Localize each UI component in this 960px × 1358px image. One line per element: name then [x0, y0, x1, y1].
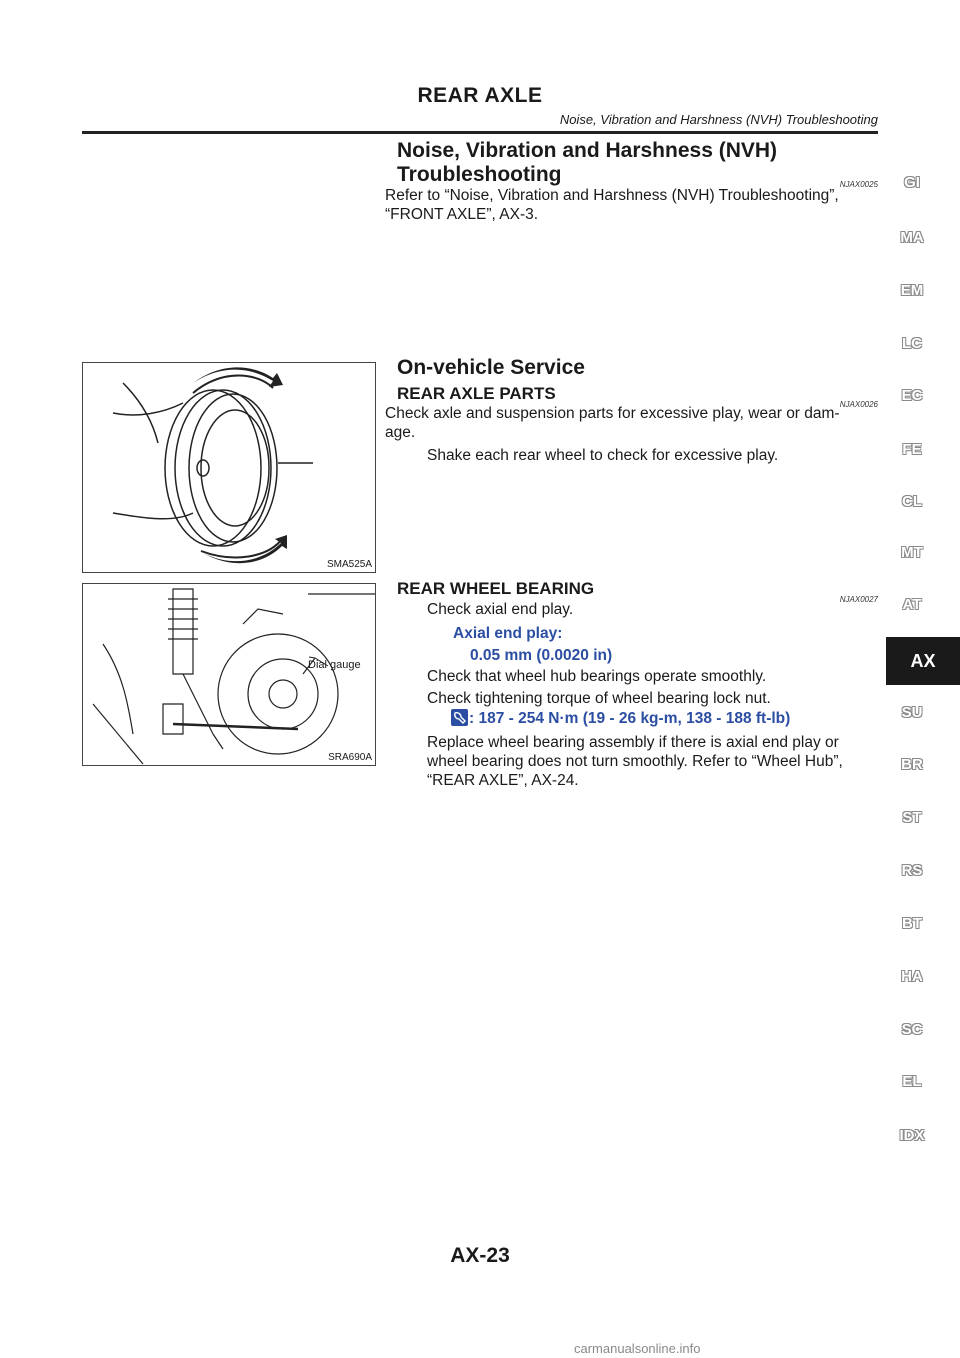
tab-at[interactable]: AT	[902, 596, 922, 613]
header-divider	[82, 131, 878, 134]
tab-br[interactable]: BR	[901, 756, 923, 773]
tab-fe[interactable]: FE	[902, 441, 922, 458]
tab-idx[interactable]: IDX	[899, 1127, 925, 1144]
tab-su[interactable]: SU	[901, 704, 923, 721]
tab-ec[interactable]: EC	[901, 387, 923, 404]
rear-axle-parts-text: Check axle and suspension parts for excessive play, wear or dam- age.	[385, 405, 840, 441]
rear-wheel-bearing-heading: REAR WHEEL BEARING	[397, 579, 595, 598]
rear-axle-parts-step: Shake each rear wheel to check for excessive play.	[427, 447, 779, 464]
figure-dial-gauge	[82, 583, 376, 766]
tab-ma[interactable]: MA	[900, 229, 924, 246]
tab-bt[interactable]: BT	[902, 915, 922, 932]
rear-axle-parts-ref-code: NJAX0026	[839, 400, 878, 409]
step-check-torque: Check tightening torque of wheel bearing lock nut.	[427, 690, 771, 707]
nvh-heading: Noise, Vibration and Harshness (NVH) Troubleshooting	[397, 139, 778, 186]
replace-instructions: Replace wheel bearing assembly if there is axial end play or wheel bearing does not turn smoothly. Refer to “Wheel Hub”, “REAR AXLE”, AX-24.	[427, 734, 843, 789]
tab-mt[interactable]: MT	[901, 544, 923, 561]
nvh-ref-code: NJAX0025	[839, 180, 878, 189]
tab-sc[interactable]: SC	[901, 1021, 923, 1038]
tab-el[interactable]: EL	[902, 1073, 922, 1090]
tab-st[interactable]: ST	[902, 809, 922, 826]
page-number: AX-23	[450, 1244, 510, 1267]
dial-gauge-label: Dial gauge	[308, 659, 361, 671]
figure-wheel-shake	[82, 362, 376, 573]
spec-value: 0.05 mm (0.0020 in)	[470, 647, 613, 664]
figure-caption: SRA690A	[328, 752, 372, 763]
rear-axle-parts-heading: REAR AXLE PARTS	[397, 384, 556, 403]
wrench-icon	[451, 709, 468, 726]
torque-spec: : 187 - 254 N·m (19 - 26 kg-m, 138 - 188 ft-lb)	[469, 710, 791, 727]
figure-caption: SMA525A	[326, 559, 372, 570]
step-check-bearings: Check that wheel hub bearings operate smoothly.	[427, 668, 767, 685]
dial-gauge-illustration	[83, 584, 375, 765]
nvh-text: Refer to “Noise, Vibration and Harshness (NVH) Troubleshooting”, “FRONT AXLE”, AX-3.	[385, 187, 839, 223]
tab-cl[interactable]: CL	[902, 493, 922, 510]
wheel-shake-illustration	[83, 363, 375, 572]
spec-label: Axial end play:	[453, 625, 563, 642]
watermark: carmanualsonline.info	[574, 1341, 701, 1356]
tab-lc[interactable]: LC	[902, 335, 922, 352]
tab-ax-active[interactable]: AX	[886, 637, 960, 685]
tab-em[interactable]: EM	[900, 282, 924, 299]
page-header-title: REAR AXLE	[417, 84, 543, 107]
on-vehicle-heading: On-vehicle Service	[397, 356, 585, 379]
tab-rs[interactable]: RS	[901, 862, 923, 879]
rear-wheel-bearing-ref-code: NJAX0027	[839, 595, 878, 604]
tab-gi[interactable]: GI	[904, 174, 920, 191]
tab-ha[interactable]: HA	[901, 968, 923, 985]
step-check-axial-end-play: Check axial end play.	[427, 601, 574, 618]
page-header-subtitle: Noise, Vibration and Harshness (NVH) Troubleshooting	[559, 112, 878, 127]
